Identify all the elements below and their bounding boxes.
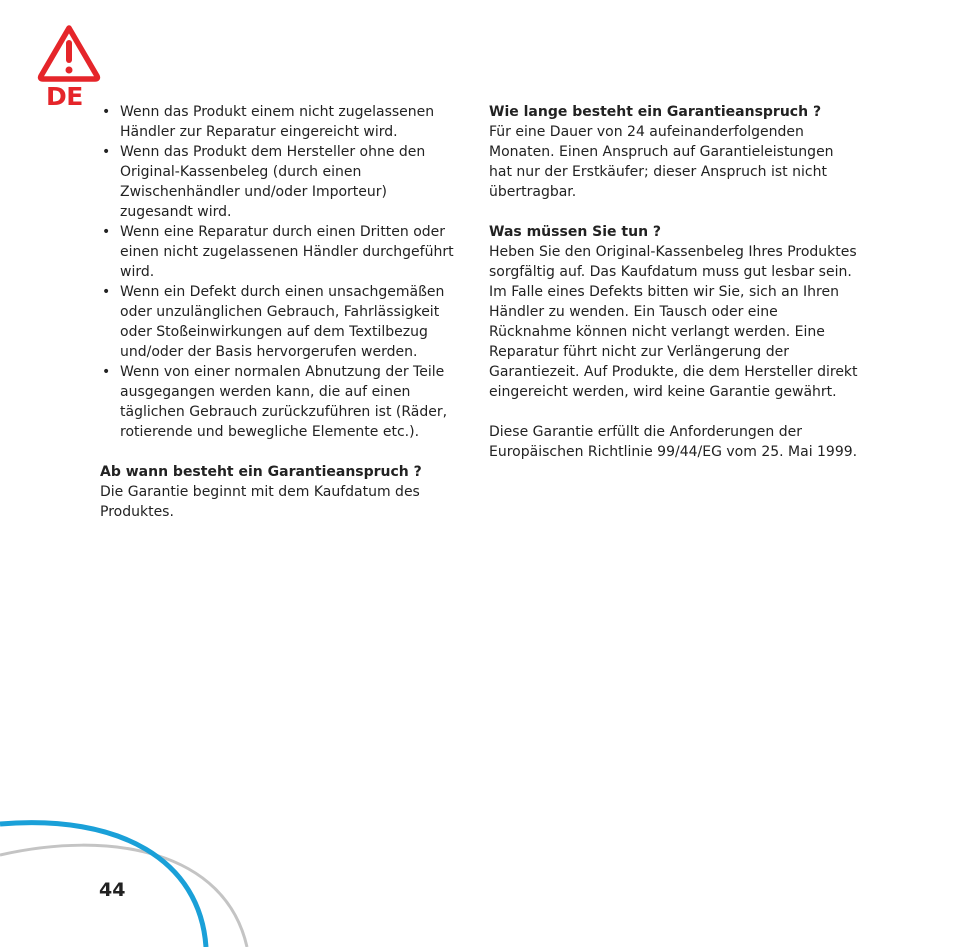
exclusion-list <box>100 102 460 442</box>
warranty-duration-text: Für eine Dauer von 24 aufeinanderfolgenden Monaten. Einen Anspruch auf Garantieleistungen hat nur der Erstkäufer; dieser Anspruch ist nicht übertragbar. <box>489 124 834 200</box>
list-item <box>100 362 460 442</box>
list-item-text: Wenn das Produkt einem nicht zugelassenen Händler zur Reparatur eingereicht wird. <box>120 104 435 140</box>
language-code: DE <box>46 82 83 111</box>
list-item <box>100 142 460 222</box>
bullet-symbol: • <box>102 144 111 160</box>
decorative-arcs <box>0 800 260 947</box>
warning-triangle-icon <box>37 24 101 82</box>
list-item-text: Wenn eine Reparatur durch einen Dritten oder einen nicht zugelassenen Händler durchgeführt wird. <box>120 224 454 280</box>
warranty-duration-heading: Wie lange besteht ein Garantieanspruch ? <box>489 104 822 120</box>
bullet-symbol: • <box>102 104 111 120</box>
page-number: 44 <box>99 879 126 901</box>
list-item-text: Wenn von einer normalen Abnutzung der Teile ausgegangen werden kann, die auf einen täglichen Gebrauch zurückzuführen ist (Räder, rotierende und bewegliche Elemente etc.). <box>120 364 448 440</box>
warranty-start-heading: Ab wann besteht ein Garantieanspruch ? <box>100 464 422 480</box>
list-item-text: Wenn das Produkt dem Hersteller ohne den Original-Kassenbeleg (durch einen Zwischenhändler und/oder Importeur) zugesandt wird. <box>120 144 426 220</box>
right-column <box>489 102 859 462</box>
list-item-text: Wenn ein Defekt durch einen unsachgemäßen oder unzulänglichen Gebrauch, Fahrlässigkeit oder Stoßeinwirkungen auf dem Textilbezug und/oder der Basis hervorgerufen werden. <box>120 284 445 360</box>
list-item <box>100 102 460 142</box>
left-column <box>100 102 460 522</box>
what-to-do-heading: Was müssen Sie tun ? <box>489 224 662 240</box>
eu-directive-text: Diese Garantie erfüllt die Anforderungen der Europäischen Richtlinie 99/44/EG vom 25. Mai 1999. <box>489 424 858 460</box>
list-item <box>100 222 460 282</box>
list-item <box>100 282 460 362</box>
bullet-symbol: • <box>102 224 111 240</box>
warranty-start-text: Die Garantie beginnt mit dem Kaufdatum des Produktes. <box>100 484 420 520</box>
bullet-symbol: • <box>102 364 111 380</box>
what-to-do-text: Heben Sie den Original-Kassenbeleg Ihres Produktes sorgfältig auf. Das Kaufdatum muss gut lesbar sein. Im Falle eines Defekts bitten wir Sie, sich an Ihren Händler zu wenden. Ein Tausch oder eine Rücknahme können nicht verlangt werden. Eine Reparatur führt nicht zur Verlängerung der Garantiezeit. Auf Produkte, die dem Hersteller direkt eingereicht werden, wird keine Garantie gewährt. <box>489 244 858 400</box>
bullet-symbol: • <box>102 284 111 300</box>
